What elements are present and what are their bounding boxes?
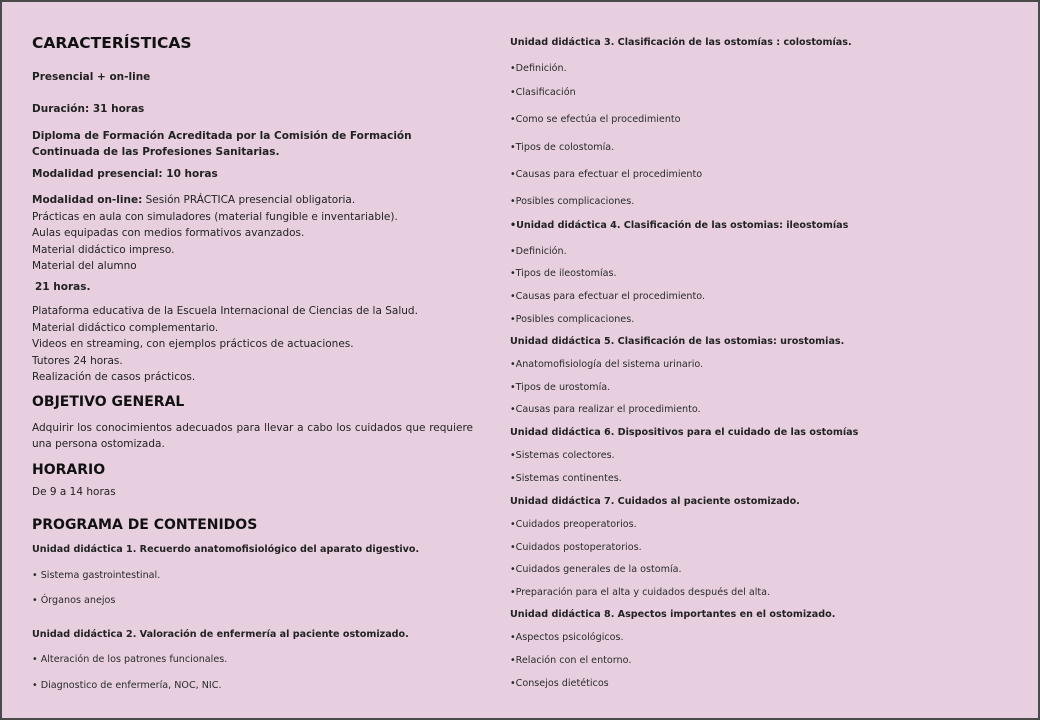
unit5-item-2: •Causas para realizar el procedimiento.	[510, 404, 701, 415]
mode-text: Presencial + on-line	[32, 71, 151, 83]
platform-line-3: Tutores 24 horas.	[32, 354, 123, 367]
unit5-item-0: •Anatomofisiología del sistema urinario.	[510, 359, 704, 370]
unit8-item-1: •Relación con el entorno.	[510, 655, 632, 666]
unit2-title: Unidad didáctica 2. Valoración de enfermería al paciente ostomizado.	[32, 629, 409, 640]
unit2-item-0: • Alteración de los patrones funcionales.	[32, 654, 228, 665]
unit6-title: Unidad didáctica 6. Dispositivos para el cuidado de las ostomías	[510, 427, 859, 438]
online-line-2: Aulas equipadas con medios formativos avanzados.	[32, 227, 305, 239]
platform-line-0: Plataforma educativa de la Escuela Internacional de Ciencias de la Salud.	[32, 305, 418, 317]
unit7-item-2: •Cuidados generales de la ostomía.	[510, 564, 682, 575]
unit4-item-0: •Definición.	[510, 246, 567, 257]
platform-line-2: Videos en streaming, con ejemplos prácticos de actuaciones.	[32, 338, 354, 350]
unit2-item-1: • Diagnostico de enfermería, NOC, NIC.	[32, 680, 222, 691]
unit6-item-1: •Sistemas continentes.	[510, 473, 622, 484]
platform-line-4: Realización de casos prácticos.	[32, 371, 196, 383]
unit4-item-3: •Posibles complicaciones.	[510, 314, 635, 325]
unit7-item-0: •Cuidados preoperatorios.	[510, 519, 637, 530]
unit4-item-1: •Tipos de ileostomías.	[510, 268, 617, 279]
unit6-item-0: •Sistemas colectores.	[510, 450, 615, 461]
online-label: Modalidad on-line:	[32, 194, 143, 206]
unit8-title: Unidad didáctica 8. Aspectos importantes en el ostomizado.	[510, 609, 836, 620]
unit7-title: Unidad didáctica 7. Cuidados al paciente ostomizado.	[510, 496, 800, 507]
unit3-item-1: •Clasificación	[510, 87, 576, 98]
schedule-text: De 9 a 14 horas	[32, 486, 116, 498]
schedule-title: HORARIO	[32, 462, 106, 478]
unit3-item-0: •Definición.	[510, 63, 567, 74]
unit3-item-5: •Posibles complicaciones.	[510, 196, 635, 207]
program-title: PROGRAMA DE CONTENIDOS	[32, 517, 258, 533]
objective-title: OBJETIVO GENERAL	[32, 394, 185, 410]
online-block	[32, 192, 398, 275]
presencial-text: Modalidad presencial: 10 horas	[32, 168, 218, 180]
characteristics-title: CARACTERÍSTICAS	[32, 34, 192, 52]
diploma-text: Diploma de Formación Acreditada por la Comisión de Formación Continuada de las Profesiones Sanitarias.	[32, 130, 412, 158]
objective-text: Adquirir los conocimientos adecuados para llevar a cabo los cuidados que requiere una persona ostomizada.	[32, 422, 473, 450]
unit7-item-1: •Cuidados postoperatorios.	[510, 542, 642, 553]
duration-text: Duración: 31 horas	[32, 103, 145, 115]
unit1-item-0: • Sistema gastrointestinal.	[32, 570, 161, 581]
online-line-0: Sesión PRÁCTICA presencial obligatoria.	[145, 194, 356, 206]
unit4-item-2: •Causas para efectuar el procedimiento.	[510, 291, 706, 302]
online-line-4: Material del alumno	[32, 260, 137, 272]
unit3-item-3: •Tipos de colostomía.	[510, 142, 615, 153]
unit7-item-3: •Preparación para el alta y cuidados después del alta.	[510, 587, 771, 598]
online-line-1: Prácticas en aula con simuladores (material fungible e inventariable).	[32, 210, 398, 223]
unit8-item-2: •Consejos dietéticos	[510, 678, 609, 689]
unit1-title: Unidad didáctica 1. Recuerdo anatomofisiológico del aparato digestivo.	[32, 544, 420, 555]
platform-block	[32, 303, 418, 386]
unit8-item-0: •Aspectos psicológicos.	[510, 632, 624, 643]
unit3-item-2: •Como se efectúa el procedimiento	[510, 114, 681, 125]
hours21-text: 21 horas.	[35, 281, 91, 293]
unit4-title: •Unidad didáctica 4. Clasificación de las ostomias: ileostomías	[510, 220, 849, 231]
unit5-title: Unidad didáctica 5. Clasificación de las ostomias: urostomias.	[510, 336, 845, 347]
online-line-3: Material didáctico impreso.	[32, 243, 175, 256]
platform-line-1: Material didáctico complementario.	[32, 321, 219, 334]
unit3-item-4: •Causas para efectuar el procedimiento	[510, 169, 703, 180]
unit3-title: Unidad didáctica 3. Clasificación de las ostomías : colostomías.	[510, 37, 852, 48]
unit1-item-1: • Órganos anejos	[32, 595, 116, 606]
unit5-item-1: •Tipos de urostomía.	[510, 382, 611, 393]
